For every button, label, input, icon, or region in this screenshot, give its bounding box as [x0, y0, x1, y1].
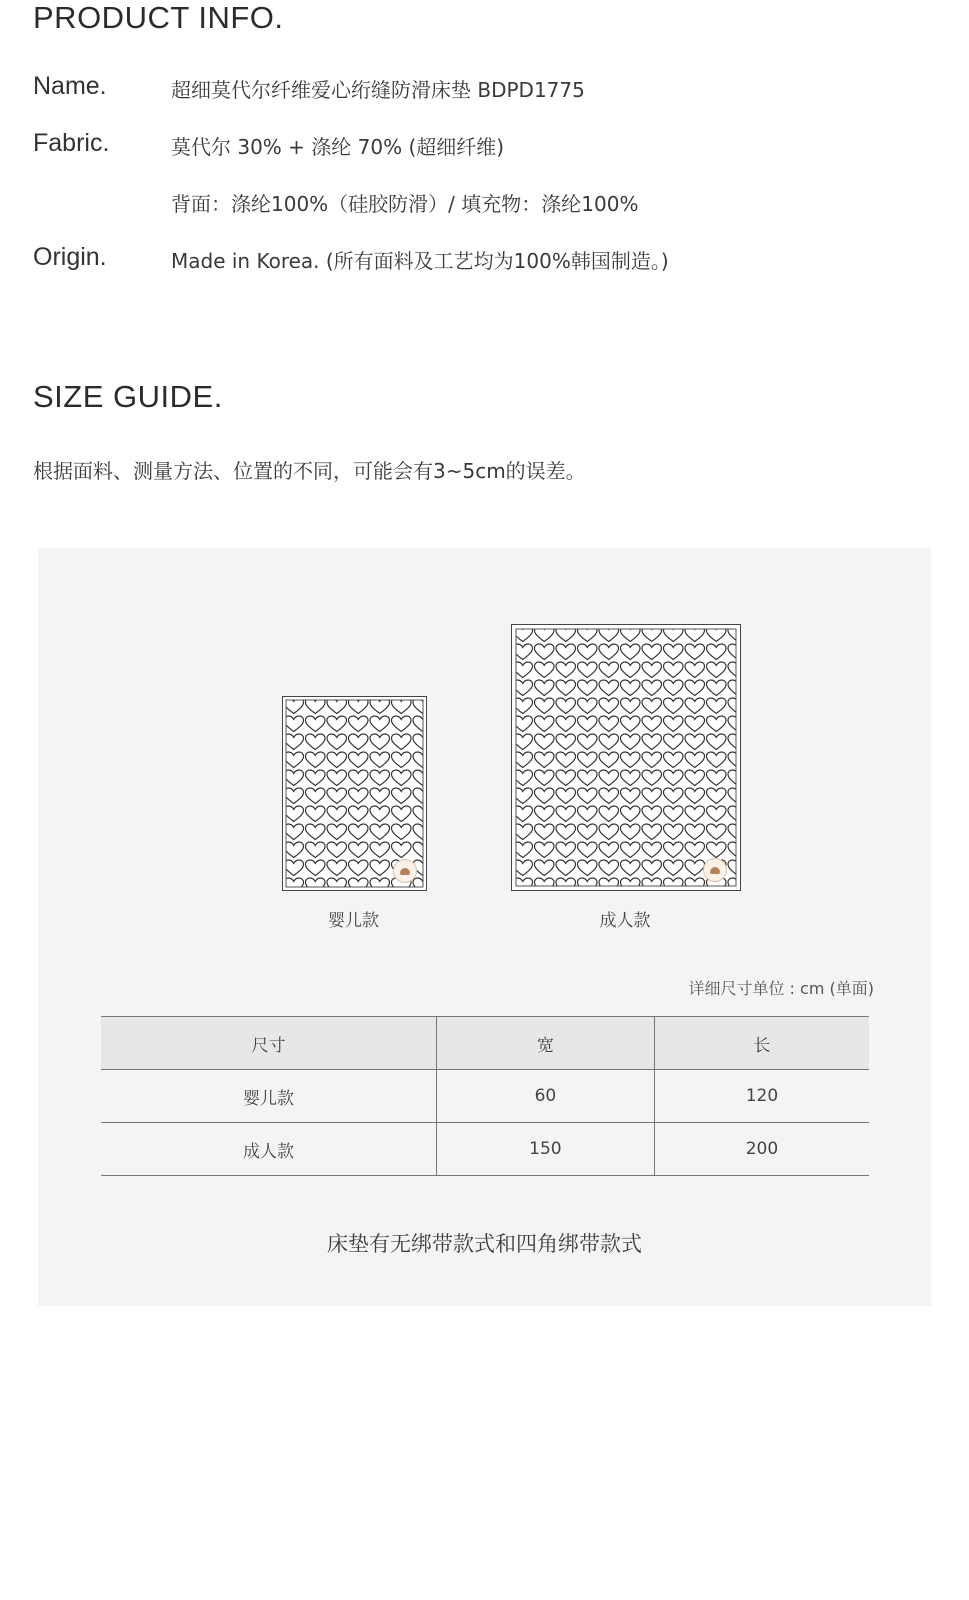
infant-mat-illustration — [282, 696, 427, 891]
header-width: 宽 — [436, 1017, 654, 1070]
adult-mat-illustration — [511, 624, 741, 891]
row-width: 60 — [436, 1070, 654, 1123]
table-row — [101, 1070, 869, 1123]
name-label: Name. — [33, 72, 107, 100]
fabric-label: Fabric. — [33, 129, 110, 157]
header-size: 尺寸 — [101, 1017, 436, 1070]
row-length: 200 — [654, 1123, 869, 1176]
size-tolerance-note: 根据面料、测量方法、位置的不同，可能会有3~5cm的误差。 — [33, 459, 586, 483]
size-guide-title: SIZE GUIDE. — [33, 379, 223, 414]
tie-style-note: 床垫有无绑带款式和四角绑带款式 — [327, 1232, 642, 1256]
size-table — [101, 1016, 869, 1176]
origin-label: Origin. — [33, 243, 107, 271]
size-guide-panel — [38, 548, 931, 1306]
header-length: 长 — [654, 1017, 869, 1070]
row-length: 120 — [654, 1070, 869, 1123]
heart-quilt-pattern-icon — [512, 625, 740, 890]
name-value: 超细莫代尔纤维爱心绗缝防滑床垫 BDPD1775 — [171, 78, 585, 102]
table-header-row — [101, 1017, 869, 1070]
origin-value: Made in Korea. (所有面料及工艺均为100%韩国制造。) — [171, 249, 669, 273]
bear-logo-badge-icon — [393, 859, 417, 883]
fabric-value-2: 背面：涤纶100%（硅胶防滑）/ 填充物：涤纶100% — [171, 192, 639, 216]
infant-caption: 婴儿款 — [328, 911, 379, 931]
product-info-title: PRODUCT INFO. — [33, 0, 284, 35]
table-row — [101, 1123, 869, 1176]
row-model: 成人款 — [101, 1123, 436, 1176]
bear-logo-badge-icon — [703, 858, 727, 882]
adult-caption: 成人款 — [599, 911, 651, 931]
row-width: 150 — [436, 1123, 654, 1176]
fabric-value-1: 莫代尔 30% + 涤纶 70% (超细纤维) — [171, 135, 505, 159]
row-model: 婴儿款 — [101, 1070, 436, 1123]
unit-note: 详细尺寸单位 : cm (单面) — [688, 979, 874, 998]
